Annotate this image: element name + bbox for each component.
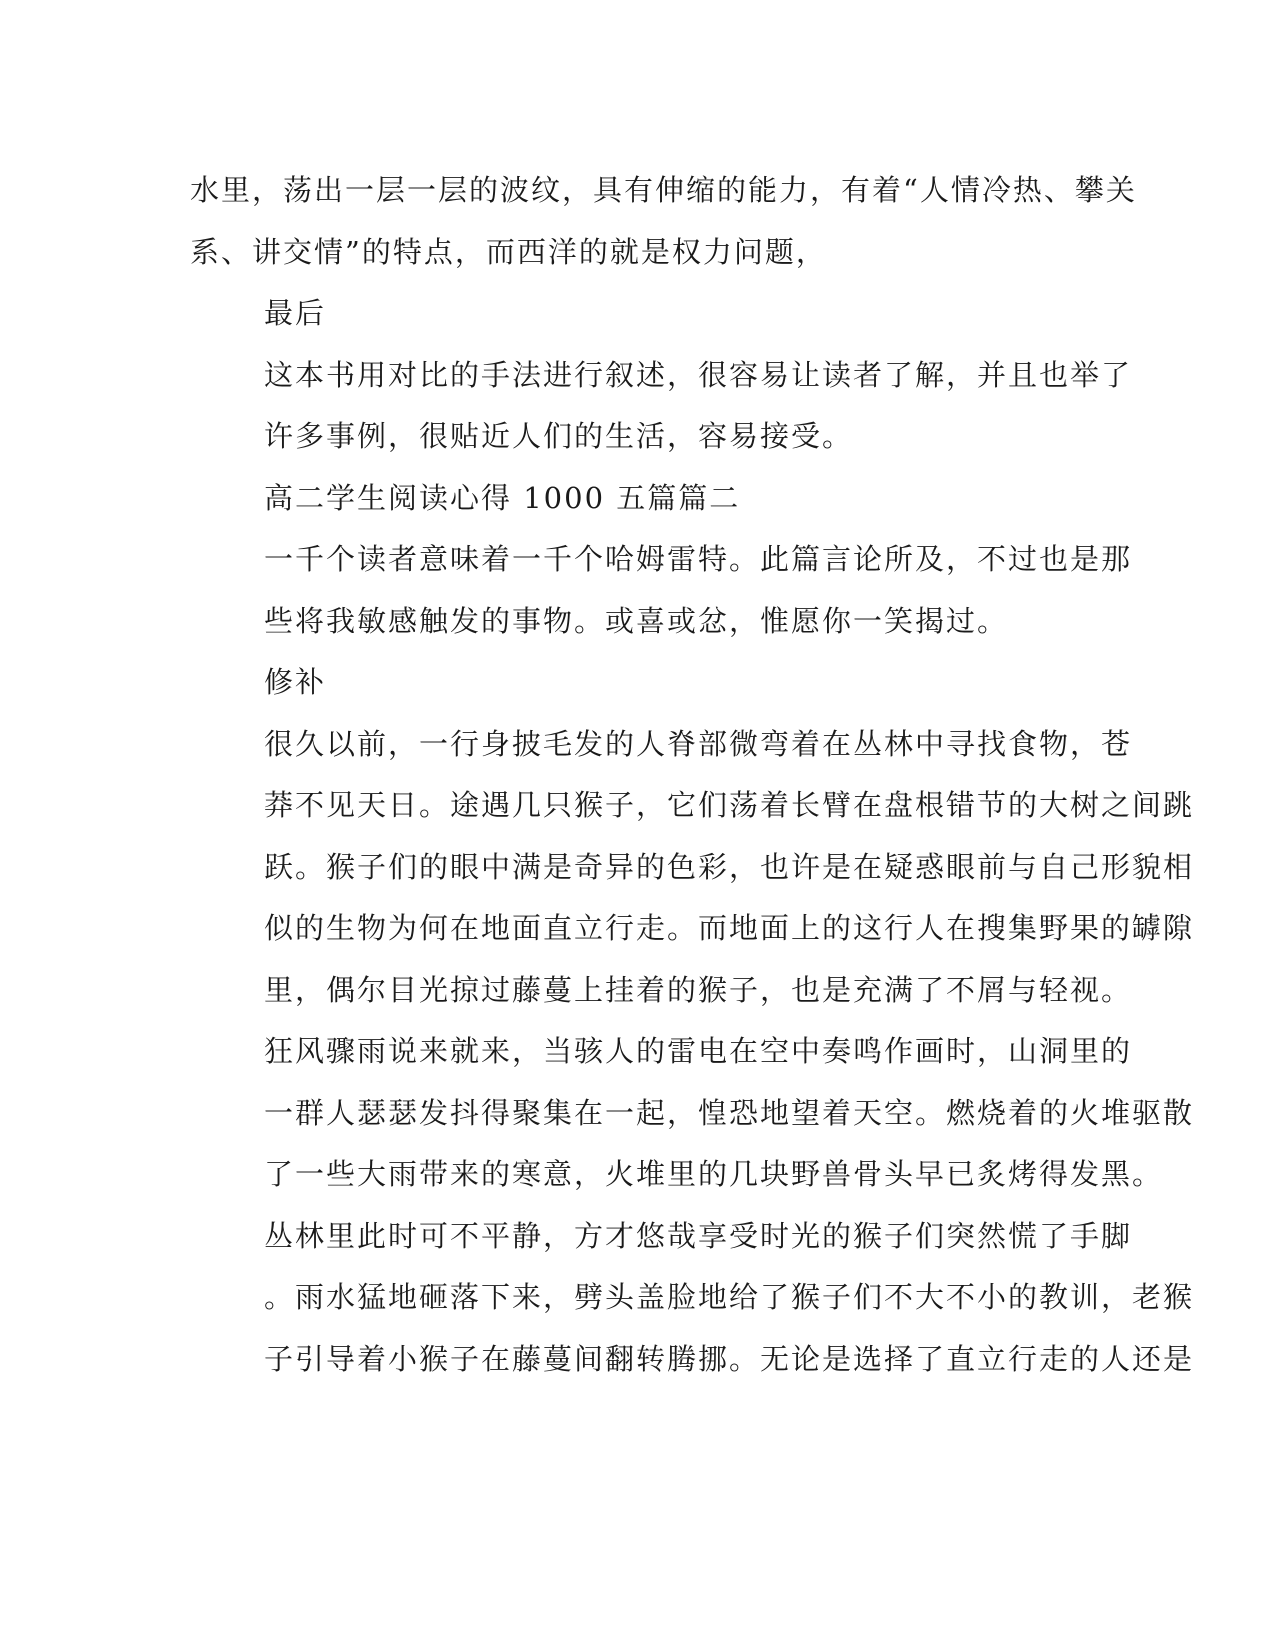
- text-line: 这本书用对比的手法进行叙述，很容易让读者了解，并且也举了: [264, 357, 1133, 392]
- text-line: 修补: [264, 665, 327, 699]
- paragraph-story-2: [190, 1021, 1195, 1206]
- text-line: 系、讲交情”的特点，而西洋的就是权力问题，: [190, 234, 827, 269]
- paragraph-continuation: [190, 160, 1137, 283]
- text-line: 莽不见天日。途遇几只猴子，它们荡着长臂在盘根错节的大树之间跳: [264, 788, 1195, 822]
- text-line: 高二学生阅读心得 1000 五篇篇二: [264, 480, 741, 515]
- paragraph-story-3: [190, 1206, 1195, 1391]
- text-line: 许多事例，很贴近人们的生活，容易接受。: [264, 419, 854, 453]
- paragraph-summary: [190, 345, 1133, 468]
- text-line: 子引导着小猴子在藤蔓间翻转腾挪。无论是选择了直立行走的人还是: [264, 1341, 1195, 1376]
- paragraph-heading: [190, 468, 1070, 530]
- text-line: 一群人瑟瑟发抖得聚集在一起，惶恐地望着天空。燃烧着的火堆驱散: [264, 1095, 1195, 1130]
- paragraph-xiubu: [190, 652, 1070, 714]
- text-line: 丛林里此时可不平静，方才悠哉享受时光的猴子们突然慌了手脚: [264, 1218, 1133, 1253]
- text-line: 里，偶尔目光掠过藤蔓上挂着的猴子，也是充满了不屑与轻视。: [264, 972, 1133, 1007]
- text-line: 了一些大雨带来的寒意，火堆里的几块野兽骨头早已炙烤得发黑。: [264, 1157, 1164, 1191]
- paragraph-zuihou: [190, 283, 1070, 345]
- text-line: 一千个读者意味着一千个哈姆雷特。此篇言论所及，不过也是那: [264, 542, 1133, 576]
- text-line: 最后: [264, 296, 327, 330]
- document-body: [190, 160, 1195, 1390]
- text-line: 狂风骤雨说来就来，当骇人的雷电在空中奏鸣作画时，山洞里的: [264, 1034, 1133, 1068]
- paragraph-story-1: [190, 714, 1195, 1022]
- text-line: 些将我敏感触发的事物。或喜或忿，惟愿你一笑揭过。: [264, 603, 1009, 638]
- text-line: 跃。猴子们的眼中满是奇异的色彩，也许是在疑惑眼前与自己形貌相: [264, 849, 1195, 884]
- text-line: 。雨水猛地砸落下来，劈头盖脸地给了猴子们不大不小的教训，老猴: [264, 1280, 1195, 1314]
- text-line: 似的生物为何在地面直立行走。而地面上的这行人在搜集野果的罅隙: [264, 911, 1195, 945]
- text-line: 很久以前，一行身披毛发的人脊部微弯着在丛林中寻找食物，苍: [264, 726, 1133, 761]
- text-line: 水里，荡出一层一层的波纹，具有伸缩的能力，有着“人情冷热、攀关: [190, 173, 1137, 207]
- paragraph-intro: [190, 529, 1133, 652]
